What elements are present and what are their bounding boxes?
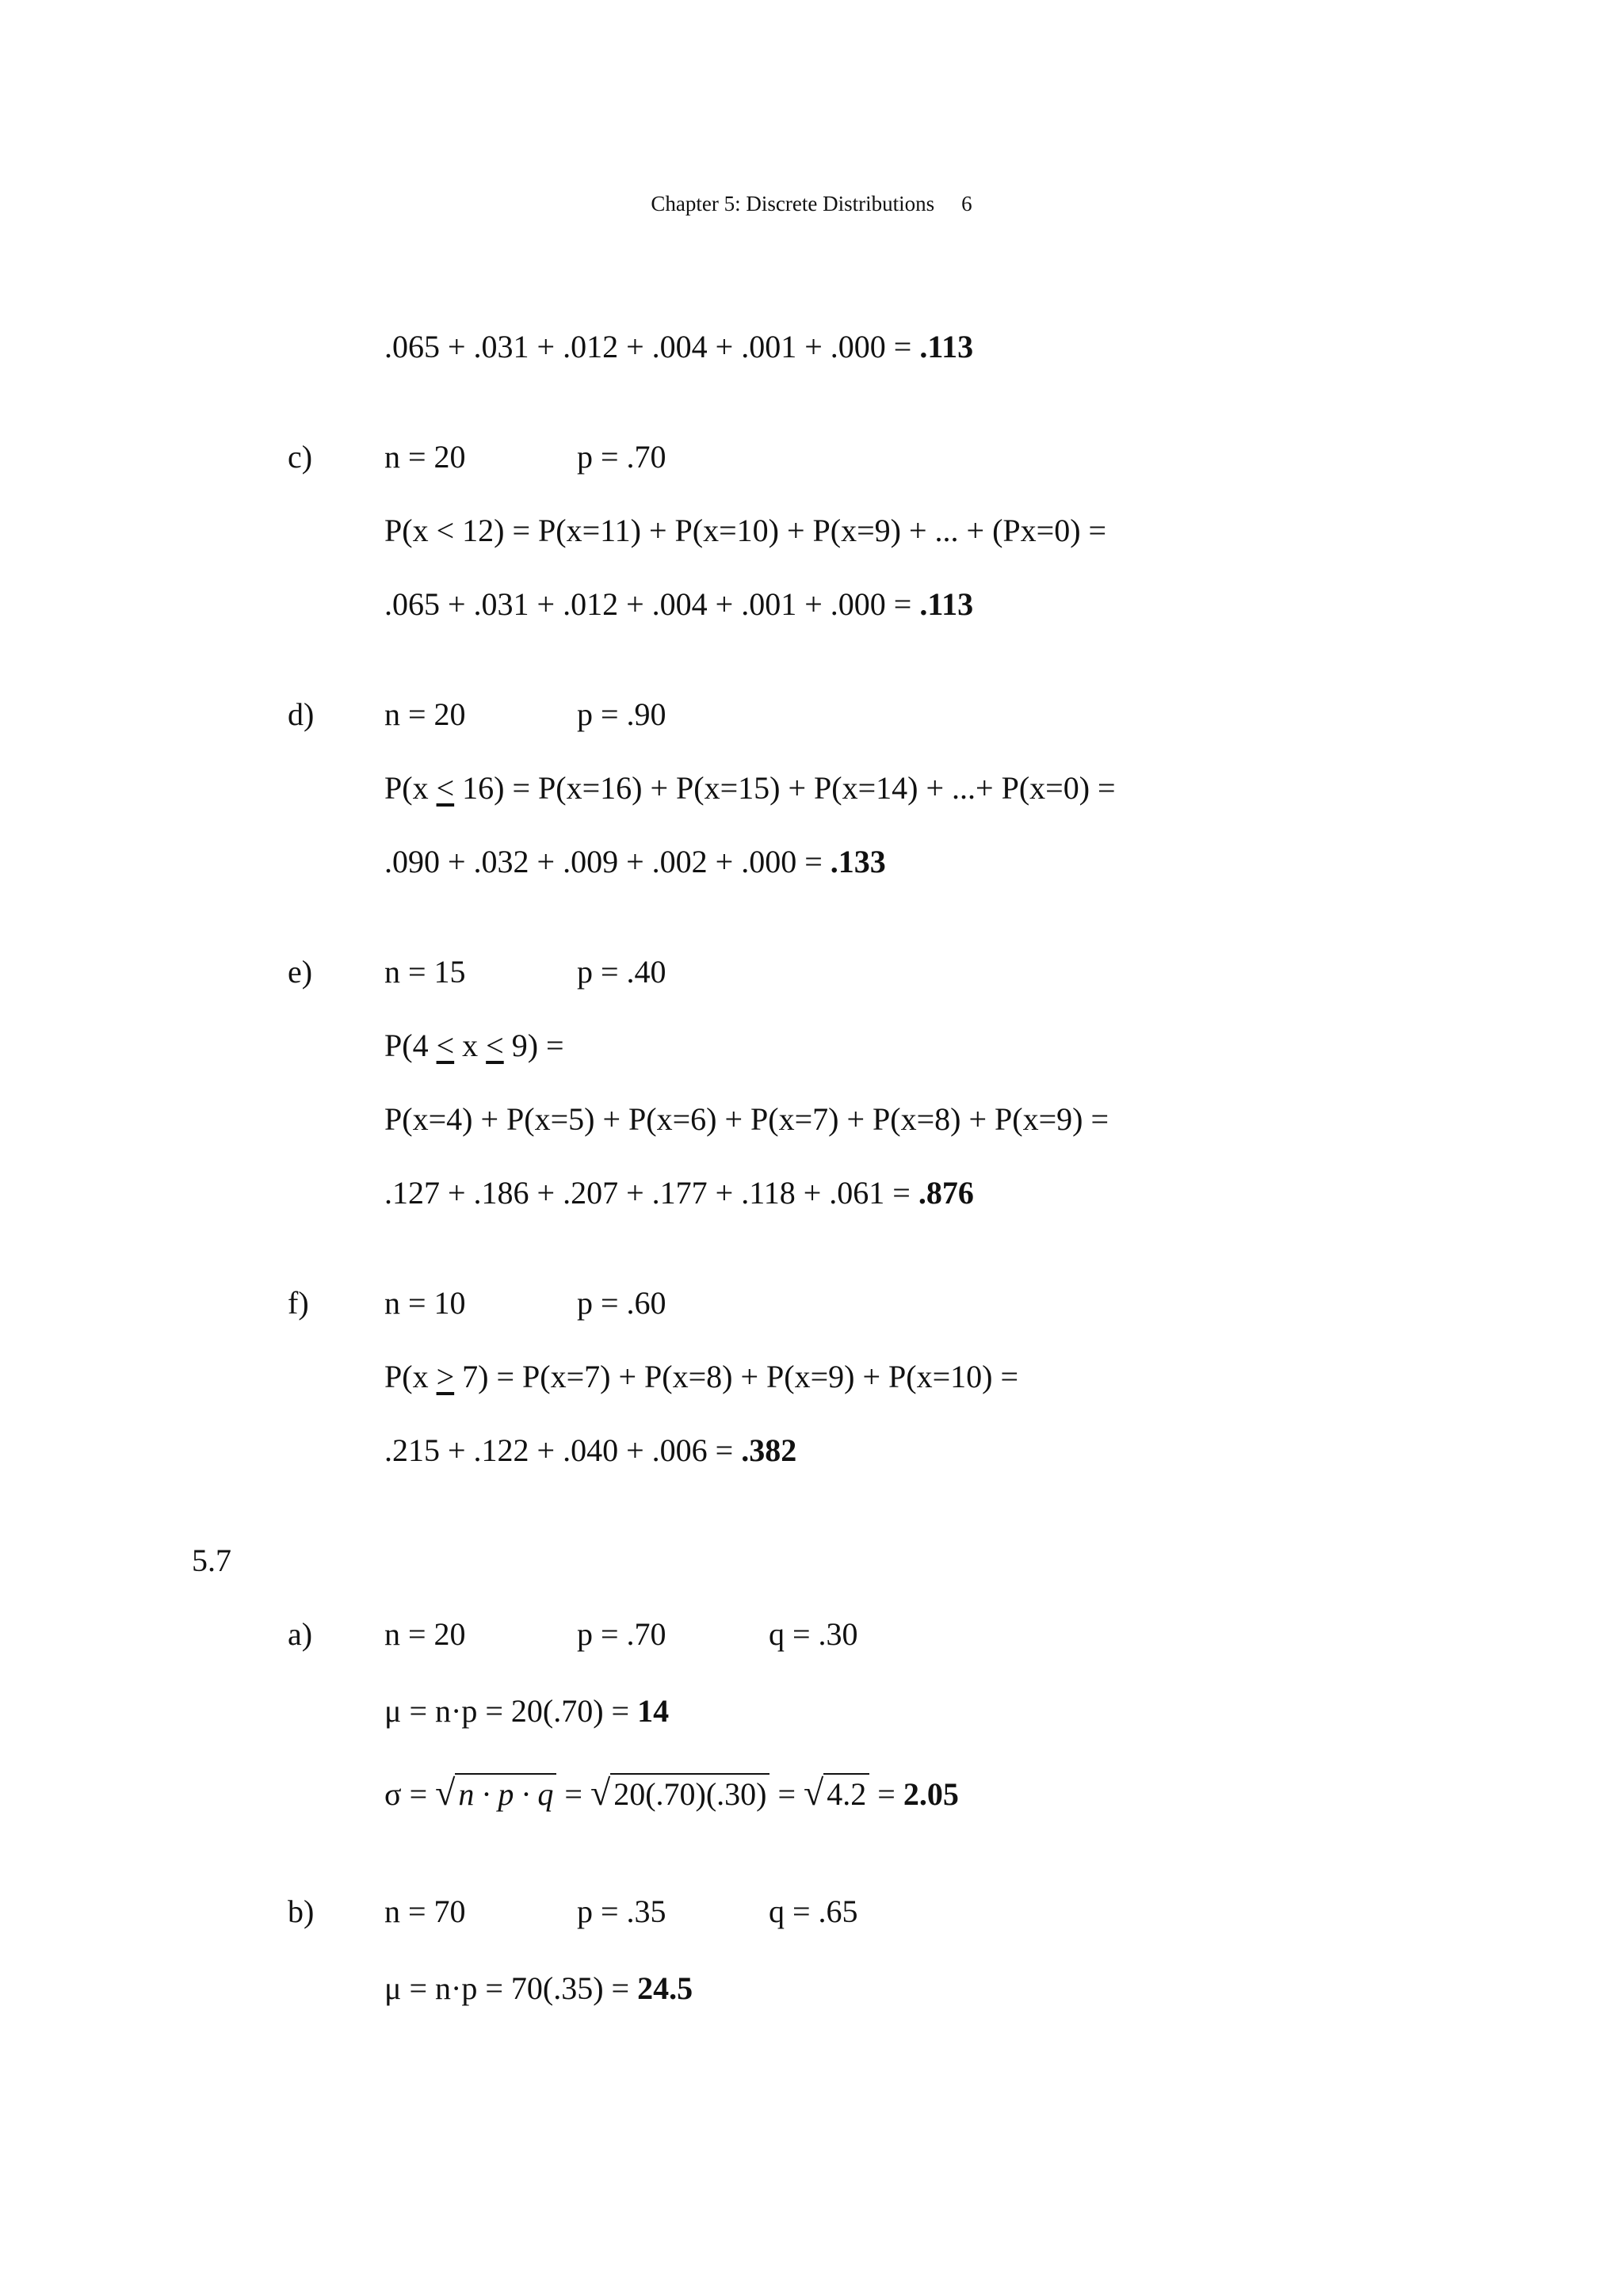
part-d-expression <box>384 772 1116 804</box>
part-f-expr-post: 7) = P(x=7) + P(x=8) + P(x=9) + P(x=10) = <box>454 1359 1019 1394</box>
chapter-title: Chapter 5: Discrete Distributions <box>651 192 935 215</box>
sqrt-npq-radicand: n · p · q <box>455 1773 556 1812</box>
continued-sum-line <box>384 331 973 363</box>
part-e-n: n = 15 <box>384 954 466 990</box>
sqrt-numeric <box>590 1772 770 1813</box>
part-e-expr-c: 9) = <box>503 1028 564 1063</box>
sigma-symbol: σ = <box>384 1776 436 1812</box>
part-d-leq-symbol: < <box>436 770 455 806</box>
part-f-sum: .215 + .122 + .040 + .006 = <box>384 1432 742 1468</box>
radical-icon: √ <box>804 1772 824 1813</box>
part-a-label: a) <box>288 1616 313 1652</box>
part-b-q: q = .65 <box>769 1894 858 1929</box>
part-a-sigma-result: 2.05 <box>903 1776 959 1812</box>
equals-1: = <box>556 1776 590 1812</box>
part-e-expr-b: x <box>454 1028 487 1063</box>
part-c-sum: .065 + .031 + .012 + .004 + .001 + .000 = <box>384 586 920 622</box>
part-c-result: .113 <box>919 586 974 622</box>
part-e-result: .876 <box>918 1175 974 1211</box>
part-f-label: f) <box>288 1285 309 1321</box>
part-b-mean-expression: μ = n·p = 70(.35) = <box>384 1970 638 2006</box>
part-e-expression <box>384 1030 564 1062</box>
continued-sum: .065 + .031 + .012 + .004 + .001 + .000 = <box>384 329 920 364</box>
part-c-sum-line <box>384 586 974 622</box>
part-d-p: p = .90 <box>577 696 666 732</box>
part-f-n: n = 10 <box>384 1285 466 1321</box>
part-e-label: e) <box>288 954 313 990</box>
part-e-p: p = .40 <box>577 954 666 990</box>
sqrt-variance-radicand: 4.2 <box>823 1773 869 1812</box>
equals-3: = <box>869 1776 903 1812</box>
part-c-expression: P(x < 12) = P(x=11) + P(x=10) + P(x=9) + ... + (Px=0) = <box>384 513 1107 548</box>
part-e-leq-symbol-1: < <box>436 1028 455 1063</box>
sqrt-numeric-radicand: 20(.70)(.30) <box>610 1773 769 1812</box>
part-a-mean-expression: μ = n·p = 20(.70) = <box>384 1693 638 1729</box>
part-a-sigma-line <box>384 1772 959 1813</box>
part-b-label: b) <box>288 1894 315 1929</box>
part-f-expr-pre: P(x <box>384 1359 437 1394</box>
part-e-leq-symbol-2: < <box>486 1028 504 1063</box>
problem-number: 5.7 <box>192 1543 231 1578</box>
part-a-mean-result: 14 <box>637 1693 670 1729</box>
part-f-p: p = .60 <box>577 1285 666 1321</box>
part-b-p: p = .35 <box>577 1894 666 1929</box>
part-a-p: p = .70 <box>577 1616 666 1652</box>
radical-icon: √ <box>590 1772 611 1813</box>
part-c-p: p = .70 <box>577 439 666 475</box>
part-c-label: c) <box>288 439 313 475</box>
part-e-sum-line <box>384 1177 974 1209</box>
part-e-sum: .127 + .186 + .207 + .177 + .118 + .061 = <box>384 1175 918 1211</box>
part-d-expr-post: 16) = P(x=16) + P(x=15) + P(x=14) + ...+ P(x=0) = <box>454 770 1116 806</box>
part-b-mean-result: 24.5 <box>637 1970 693 2006</box>
part-f-result: .382 <box>741 1432 797 1468</box>
part-f-expression <box>384 1361 1018 1393</box>
sqrt-variance <box>804 1772 869 1813</box>
part-e-expr-a: P(4 <box>384 1028 437 1063</box>
part-b-mean-line <box>384 1970 693 2006</box>
part-a-n: n = 20 <box>384 1616 466 1652</box>
sqrt-npq <box>435 1772 556 1813</box>
part-c-n: n = 20 <box>384 439 466 475</box>
part-f-sum-line <box>384 1432 797 1468</box>
part-a-q: q = .30 <box>769 1616 858 1652</box>
part-d-expr-pre: P(x <box>384 770 437 806</box>
part-d-n: n = 20 <box>384 696 466 732</box>
part-a-mean-line <box>384 1695 669 1727</box>
part-b-n: n = 70 <box>384 1894 466 1929</box>
part-f-geq-symbol: > <box>436 1359 455 1394</box>
radical-icon: √ <box>435 1772 456 1813</box>
equals-2: = <box>769 1776 804 1812</box>
part-d-result: .133 <box>830 844 886 879</box>
part-e-expansion: P(x=4) + P(x=5) + P(x=6) + P(x=7) + P(x=8) + P(x=9) = <box>384 1101 1109 1137</box>
continued-sum-result: .113 <box>919 329 974 364</box>
page-header <box>0 192 1623 216</box>
page-number: 6 <box>961 192 972 215</box>
part-d-sum: .090 + .032 + .009 + .002 + .000 = <box>384 844 831 879</box>
part-d-sum-line <box>384 846 886 878</box>
part-d-label: d) <box>288 696 315 732</box>
